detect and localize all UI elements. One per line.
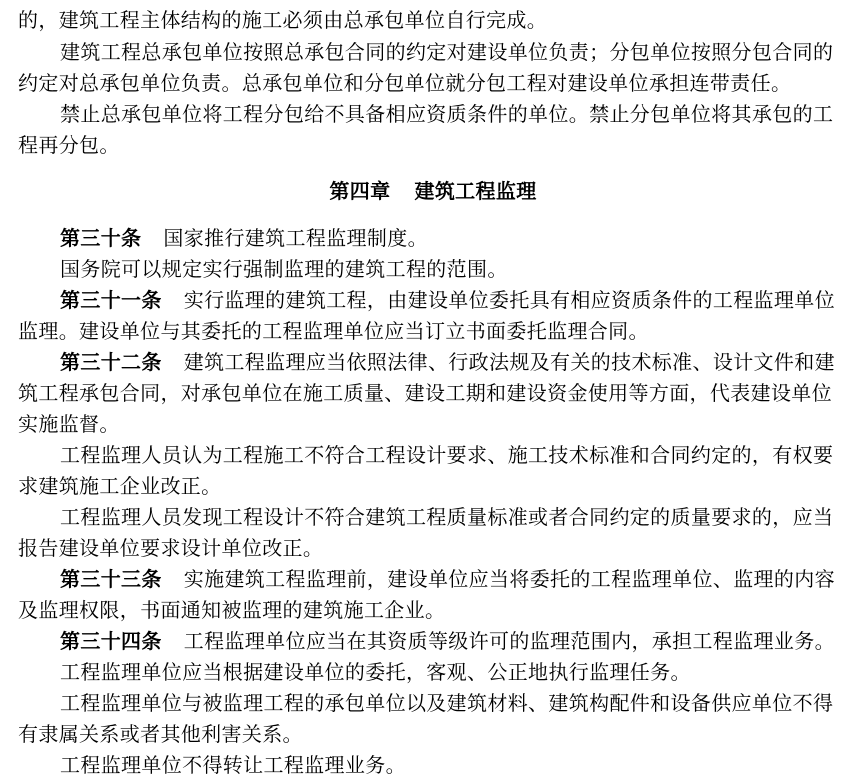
text-line: 筑工程承包合同，对承包单位在施工质量、建设工期和建设资金使用等方面，代表建设单位: [18, 381, 832, 405]
text-line: 建筑工程总承包单位按照总承包合同的约定对建设单位负责；分包单位按照分包合同的: [60, 40, 834, 64]
article-label: 第三十一条: [60, 288, 162, 312]
article-text: 实施建筑工程监理前，建设单位应当将委托的工程监理单位、监理的内容: [183, 567, 835, 591]
article-34: [60, 626, 835, 656]
text-line: 工程监理人员发现工程设计不符合建筑工程质量标准或者合同约定的质量要求的，应当: [60, 505, 834, 529]
text-line: 报告建设单位要求设计单位改正。: [18, 536, 324, 560]
text-line: 工程监理人员认为工程施工不符合工程设计要求、施工技术标准和合同约定的，有权要: [60, 443, 834, 467]
article-text: 实行监理的建筑工程，由建设单位委托具有相应资质条件的工程监理单位: [183, 288, 835, 312]
article-text: 建筑工程监理应当依照法律、行政法规及有关的技术标准、设计文件和建: [183, 350, 835, 374]
text-line: 约定对总承包单位负责。总承包单位和分包单位就分包工程对建设单位承担连带责任。: [18, 71, 792, 95]
article-30: [60, 223, 428, 253]
article-33: [60, 564, 835, 594]
text-line: 及监理权限，书面通知被监理的建筑施工企业。: [18, 598, 446, 622]
text-line: 实施监督。: [18, 412, 120, 436]
text-line: 程再分包。: [18, 133, 120, 157]
chapter-heading: [18, 176, 848, 206]
article-31: [60, 285, 835, 315]
article-label: 第三十四条: [60, 629, 162, 653]
text-line: 的，建筑工程主体结构的施工必须由总承包单位自行完成。: [18, 8, 548, 32]
text-line: 禁止总承包单位将工程分包给不具备相应资质条件的单位。禁止分包单位将其承包的工: [60, 102, 834, 126]
article-32: [60, 347, 835, 377]
text-line: 监理。建设单位与其委托的工程监理单位应当订立书面委托监理合同。: [18, 319, 649, 343]
article-label: 第三十二条: [60, 350, 162, 374]
article-text: 工程监理单位应当在其资质等级许可的监理范围内，承担工程监理业务。: [183, 629, 835, 653]
text-line: 国务院可以规定实行强制监理的建筑工程的范围。: [60, 257, 508, 281]
text-line: 工程监理单位不得转让工程监理业务。: [60, 753, 406, 777]
article-label: 第三十三条: [60, 567, 162, 591]
chapter-number: 第四章: [329, 179, 391, 203]
text-line: 工程监理单位与被监理工程的承包单位以及建筑材料、建筑构配件和设备供应单位不得: [60, 691, 834, 715]
chapter-title: 建筑工程监理: [414, 179, 537, 203]
article-label: 第三十条: [60, 226, 142, 250]
article-text: 国家推行建筑工程监理制度。: [163, 226, 428, 250]
text-line: 有隶属关系或者其他利害关系。: [18, 722, 303, 746]
text-line: 工程监理单位应当根据建设单位的委托，客观、公正地执行监理任务。: [60, 660, 691, 684]
text-line: 求建筑施工企业改正。: [18, 474, 222, 498]
